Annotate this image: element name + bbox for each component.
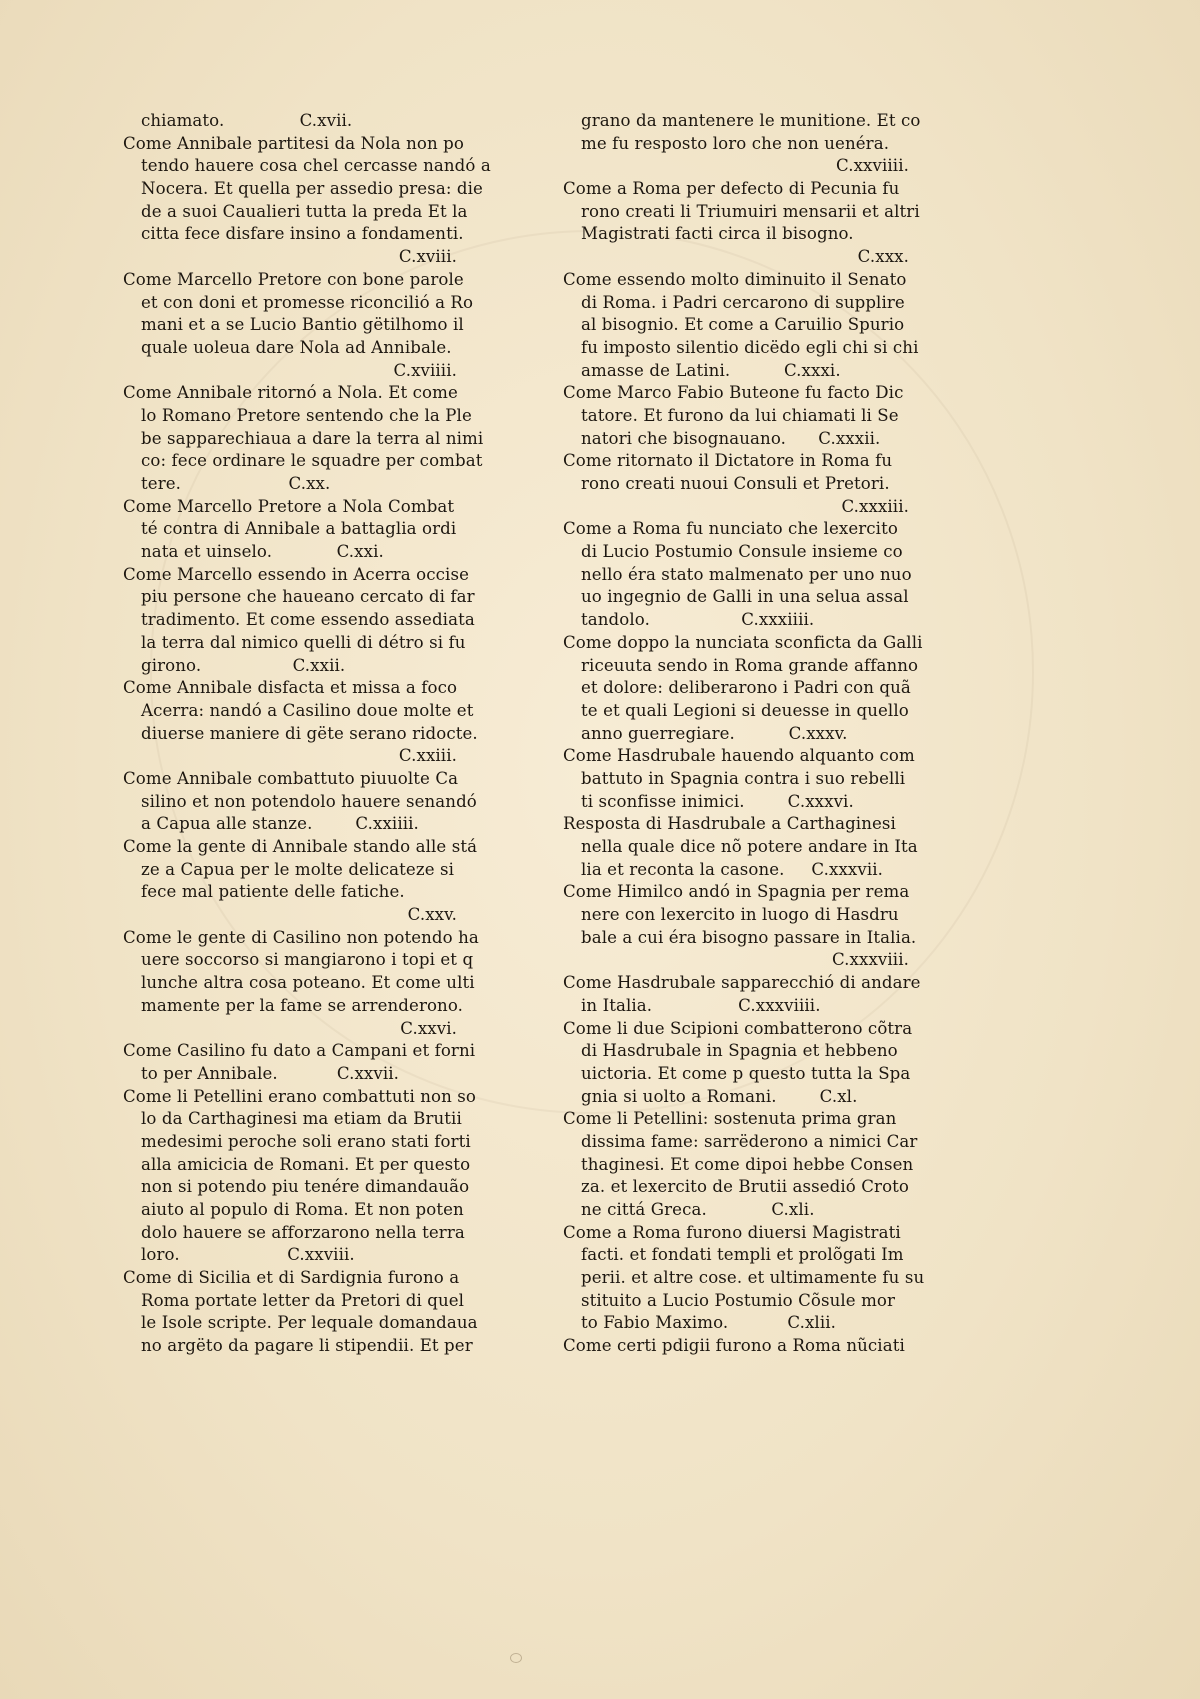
ink-blot-mark <box>510 1653 522 1663</box>
text-line: ze a Capua per le molte delicateze si <box>141 859 455 879</box>
text-line: la terra dal nimico quelli di détro si fu <box>141 632 466 652</box>
text-line: te et quali Legioni si deuesse in quello <box>581 700 909 720</box>
text-line: fece mal patiente delle fatiche. <box>141 882 405 902</box>
text-line: loro. C.xxviii. <box>141 1245 355 1265</box>
text-line: Come certi pdigii furono a Roma nũciati <box>563 1336 905 1356</box>
text-line: lunche altra cosa poteano. Et come ulti <box>141 973 475 993</box>
text-line: lia et reconta la casone. C.xxxvii. <box>581 859 884 879</box>
text-line: Acerra: nandó a Casilino doue molte et <box>141 700 474 720</box>
text-line: uere soccorso si mangiarono i topi et q <box>141 950 474 970</box>
text-line: C.xviiii. <box>393 360 457 380</box>
text-line: Come Hasdrubale sapparecchió di andare <box>563 973 921 993</box>
text-line: no argëto da pagare li stipendii. Et per <box>141 1336 473 1356</box>
text-line: citta fece disfare insino a fondamenti. <box>141 224 464 244</box>
text-line: Come a Roma furono diuersi Magistrati <box>563 1222 901 1242</box>
text-line: za. et lexercito de Brutii assedió Croto <box>581 1177 910 1197</box>
text-line: di Hasdrubale in Spagnia et hebbeno <box>581 1041 898 1061</box>
text-line: to Fabio Maximo. C.xlii. <box>581 1313 837 1333</box>
text-line: Come a Roma fu nunciato che lexercito <box>563 519 898 539</box>
text-line: in Italia. C.xxxviiii. <box>581 995 821 1015</box>
text-line: et dolore: deliberarono i Padri con quã <box>581 678 911 698</box>
text-line: amasse de Latini. C.xxxi. <box>581 360 841 380</box>
text-line: aiuto al populo di Roma. Et non poten <box>141 1200 464 1219</box>
text-line: Come Annibale disfacta et missa a foco <box>123 678 458 698</box>
text-line: ne cittá Greca. C.xli. <box>581 1200 815 1219</box>
text-line: bale a cui éra bisogno passare in Italia. <box>581 927 917 947</box>
text-line: Resposta di Hasdrubale a Carthaginesi <box>563 814 896 834</box>
text-line: tendo hauere cosa chel cercasse nandó a <box>141 156 491 176</box>
text-line: facti. et fondati templi et prolõgati Im <box>581 1245 904 1265</box>
text-line: nere con lexercito in luogo di Hasdru <box>581 905 899 925</box>
text-line: C.xxxviii. <box>831 950 909 970</box>
text-line: Roma portate letter da Pretori di quel <box>141 1290 465 1310</box>
text-line: C.xxviiii. <box>836 156 909 176</box>
text-line: Come di Sicilia et di Sardignia furono a <box>123 1268 460 1288</box>
text-line: Come Marco Fabio Buteone fu facto Dic <box>563 383 904 403</box>
text-line: di Roma. i Padri cercarono di supplire <box>581 292 905 312</box>
text-line: rono creati li Triumuiri mensarii et altri <box>581 201 920 221</box>
text-line: nella quale dice nõ potere andare in Ita <box>581 837 918 856</box>
text-line: de a suoi Caualieri tutta la preda Et la <box>141 201 468 221</box>
text-line: uictoria. Et come p questo tutta la Spa <box>581 1063 911 1083</box>
text-line: ti sconfisse inimici. C.xxxvi. <box>581 791 854 811</box>
text-line: anno guerregiare. C.xxxv. <box>581 723 848 743</box>
text-line: C.xviii. <box>398 247 457 267</box>
text-line: tatore. Et furono da lui chiamati li Se <box>581 405 899 425</box>
text-line: Come Annibale combattuto piuuolte Ca <box>123 768 459 788</box>
text-line: dolo hauere se afforzarono nella terra <box>141 1222 465 1242</box>
text-line: natori che bisognauano. C.xxxii. <box>581 428 881 448</box>
text-line: Come Marcello essendo in Acerra occise <box>123 564 469 584</box>
text-line: alla amicicia de Romani. Et per questo <box>141 1154 471 1174</box>
text-line: dissima fame: sarrëderono a nimici Car <box>581 1131 918 1151</box>
text-line: Come ritornato il Dictatore in Roma fu <box>563 451 893 471</box>
text-line: le Isole scripte. Per lequale domandaua <box>141 1313 478 1333</box>
text-line: Nocera. Et quella per assedio presa: die <box>141 179 483 199</box>
text-line: gnia si uolto a Romani. C.xl. <box>581 1086 858 1106</box>
text-line: C.xxvi. <box>400 1018 457 1038</box>
text-line: et con doni et promesse riconcilió a Ro <box>141 292 474 312</box>
text-line: Come Hasdrubale hauendo alquanto com <box>563 746 915 766</box>
text-line: silino et non potendolo hauere senandó <box>141 791 477 811</box>
text-line: diuerse maniere di gëte serano ridocte. <box>141 723 478 743</box>
text-line: rono creati nuoui Consuli et Pretori. <box>581 474 890 493</box>
text-line: tere. C.xx. <box>141 474 331 493</box>
text-line: quale uoleua dare Nola ad Annibale. <box>141 337 452 357</box>
text-line: girono. C.xxii. <box>141 655 346 675</box>
left-text-column <box>123 110 491 1358</box>
text-line: té contra di Annibale a battaglia ordi <box>141 519 457 539</box>
text-line: C.xxv. <box>407 905 457 925</box>
text-line: a Capua alle stanze. C.xxiiii. <box>141 814 419 834</box>
text-line: Come li due Scipioni combatterono cõtra <box>563 1018 913 1038</box>
text-line: Come Annibale partitesi da Nola non po <box>123 133 464 153</box>
text-line: mamente per la fame se arrenderono. <box>141 995 464 1015</box>
text-line: be sapparechiaua a dare la terra al nimi <box>141 428 484 448</box>
text-line: medesimi peroche soli erano stati forti <box>141 1131 471 1151</box>
text-line: thaginesi. Et come dipoi hebbe Consen <box>581 1154 914 1174</box>
text-line: perii. et altre cose. et ultimamente fu su <box>581 1268 925 1288</box>
text-line: Come doppo la nunciata sconficta da Galli <box>563 632 923 652</box>
text-line: grano da mantenere le munitione. Et co <box>581 111 921 130</box>
text-line: battuto in Spagnia contra i suo rebelli <box>581 768 906 788</box>
text-line: mani et a se Lucio Bantio gëtilhomo il <box>141 315 464 335</box>
text-line: co: fece ordinare le squadre per combat <box>141 451 483 471</box>
text-line: Come Marcello Pretore a Nola Combat <box>123 496 455 516</box>
text-line: riceuuta sendo in Roma grande affanno <box>581 655 919 675</box>
text-line: Come essendo molto diminuito il Senato <box>563 269 907 289</box>
text-line: piu persone che haueano cercato di far <box>141 587 475 607</box>
text-line: lo Romano Pretore sentendo che la Ple <box>141 405 472 425</box>
text-line: fu imposto silentio dicëdo egli chi si chi <box>581 337 919 357</box>
text-line: Come le gente di Casilino non potendo ha <box>123 927 479 947</box>
text-line: non si potendo piu tenére dimandauão <box>141 1177 470 1197</box>
text-line: tandolo. C.xxxiiii. <box>581 610 815 630</box>
text-line: al bisognio. Et come a Caruilio Spurio <box>581 315 905 335</box>
text-line: C.xxxiii. <box>841 496 909 516</box>
text-line: lo da Carthaginesi ma etiam da Brutii <box>141 1109 462 1129</box>
text-line: Come Annibale ritornó a Nola. Et come <box>123 383 458 403</box>
text-line: Come la gente di Annibale stando alle stá <box>123 837 478 856</box>
text-line: Come Himilco andó in Spagnia per rema <box>563 882 910 902</box>
right-text-column <box>563 110 925 1358</box>
text-line: Come li Petellini: sostenuta prima gran <box>563 1109 897 1129</box>
text-line: stituito a Lucio Postumio Cõsule mor <box>581 1290 896 1310</box>
text-line: nata et uinselo. C.xxi. <box>141 542 384 562</box>
text-line: Come Casilino fu dato a Campani et forni <box>123 1041 476 1061</box>
text-line: tradimento. Et come essendo assediata <box>141 610 475 630</box>
text-line: Magistrati facti circa il bisogno. <box>581 224 854 244</box>
text-line: uo ingegnio de Galli in una selua assal <box>581 587 909 607</box>
text-line: to per Annibale. C.xxvii. <box>141 1063 400 1083</box>
text-line: C.xxiii. <box>398 746 457 766</box>
text-line: C.xxx. <box>857 247 909 267</box>
text-line: me fu resposto loro che non uenéra. <box>581 133 890 153</box>
text-line: Come a Roma per defecto di Pecunia fu <box>563 179 900 199</box>
text-line: nello éra stato malmenato per uno nuo <box>581 564 912 584</box>
text-line: Come li Petellini erano combattuti non so <box>123 1086 476 1106</box>
text-line: Come Marcello Pretore con bone parole <box>123 269 464 289</box>
text-line: di Lucio Postumio Consule insieme co <box>581 542 903 562</box>
text-line: chiamato. C.xvii. <box>141 111 353 130</box>
